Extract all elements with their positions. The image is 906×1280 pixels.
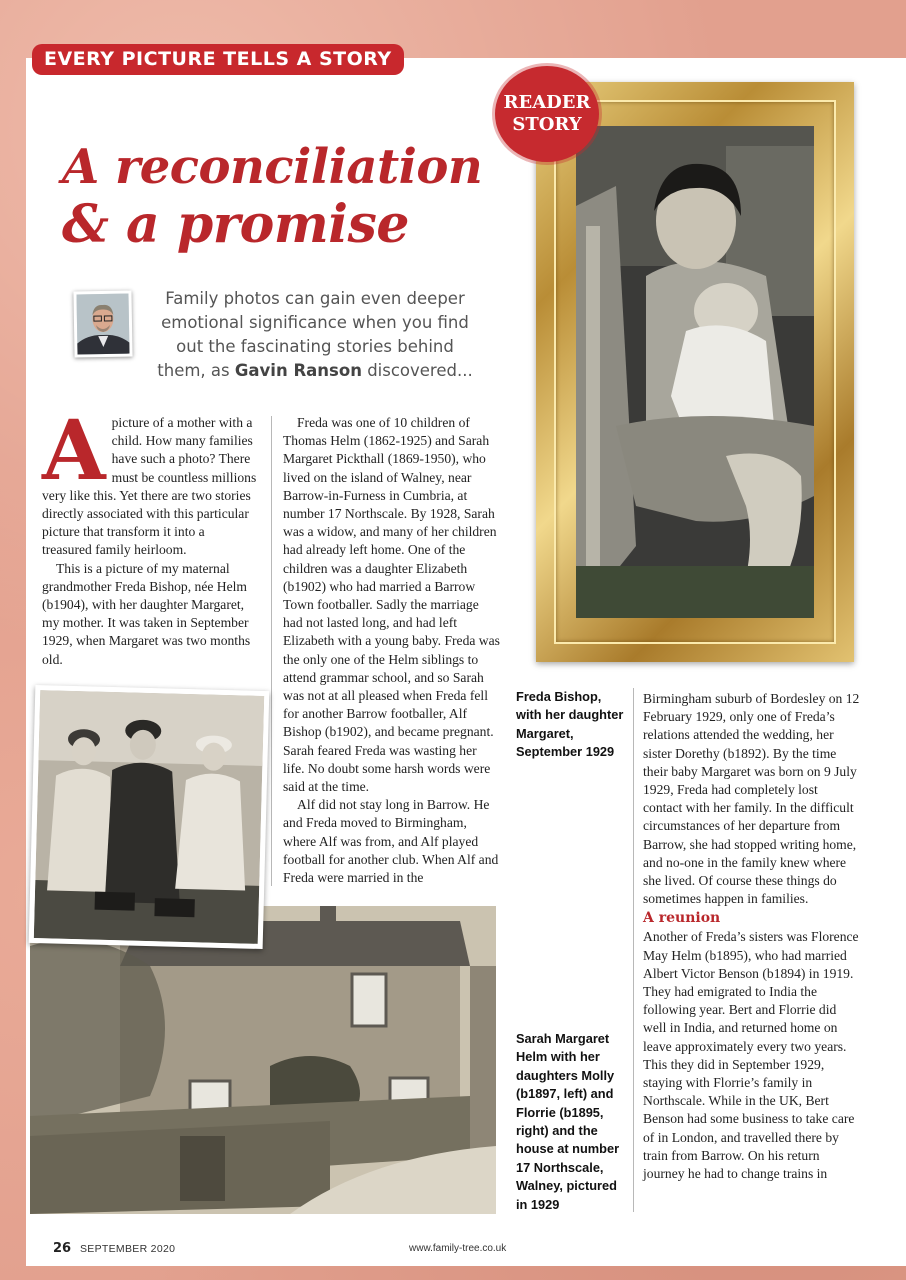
house-photo-caption: Sarah Margaret Helm with her daughters Molly (b1897, left) and Florrie (b1895, right) and the house at number 17 Northscale, Walney, pictured in 1929 bbox=[516, 1031, 620, 1212]
section-banner: EVERY PICTURE TELLS A STORY bbox=[32, 44, 404, 75]
title-line-1: A reconciliation bbox=[62, 139, 483, 195]
column-rule-1 bbox=[271, 416, 272, 886]
body-column-3 bbox=[643, 690, 860, 1183]
website-url[interactable]: www.family-tree.co.uk bbox=[409, 1243, 507, 1254]
issue-date: SEPTEMBER 2020 bbox=[80, 1243, 176, 1255]
standfirst-end: discovered... bbox=[361, 361, 473, 380]
gold-picture-frame bbox=[536, 82, 854, 662]
author-name: Gavin Ranson bbox=[234, 361, 362, 380]
paragraph-1: picture of a mother with a child. How many families have such a photo? There must be countless millions very like this. Yet there are two stories directly associated with this particular picture that transform it into a treasured family heirloom. bbox=[42, 415, 257, 558]
column-rule-2 bbox=[633, 688, 634, 1212]
house-photo-icon bbox=[30, 906, 496, 1214]
paragraph-5: Birmingham suburb of Bordesley on 12 February 1929, only one of Freda’s relations attended the wedding, her sister Dorethy (b1892). By the time their baby Margaret was born on 9 July 1929, Freda had completely lost contact with her family. In the difficult circumstances of her departure from Barrow, she had stopped writing home, and no-one in the family knew where she lived. Of course these things do sometimes happen in families. bbox=[643, 691, 860, 907]
body-column-1 bbox=[42, 403, 257, 669]
standfirst bbox=[150, 287, 480, 383]
subhead-reunion: A reunion bbox=[643, 910, 721, 927]
badge-line-2: STORY bbox=[512, 114, 582, 135]
paragraph-4: Alf did not stay long in Barrow. He and Freda moved to Birmingham, where Alf was from, and Alf played football for another club. When Alf and Freda were married in the bbox=[283, 797, 499, 886]
author-portrait-icon bbox=[73, 290, 132, 357]
three-women-photo-icon bbox=[29, 685, 270, 949]
drop-cap: A bbox=[42, 403, 106, 499]
badge-line-1: READER bbox=[503, 92, 591, 113]
standfirst-text: Family photos can gain even deeper emotional significance when you find out the fascinating stories behind them, as bbox=[157, 289, 469, 380]
page-number: 26 bbox=[53, 1241, 72, 1256]
paragraph-3: Freda was one of 10 children of Thomas Helm (1862-1925) and Sarah Margaret Pickthall (1869-1950), who lived on the island of Walney, near Barrow-in-Furness in Cumbria, at number 17 Northscale. By 1928, Sarah was a widow, and many of her children had already left home. One of the children was a daughter Elizabeth (b1902) who had married a Barrow Town footballer. Sadly the marriage had not lasted long, and had left Elizabeth with a young baby. Freda was the only one of the Helm siblings to attend grammar school, and so Sarah was not at all pleased when Freda fell for another Barrow footballer, Alf Bishop (b1902), and became pregnant. Sarah feared Freda was wasting her life. No doubt some harsh words were said at the time. bbox=[283, 415, 500, 795]
mother-child-photo-icon bbox=[576, 126, 814, 618]
main-photo-caption: Freda Bishop, with her daughter Margaret, September 1929 bbox=[516, 689, 624, 760]
body-column-2 bbox=[283, 414, 500, 887]
article-title bbox=[62, 138, 502, 254]
paragraph-2: This is a picture of my maternal grandmother Freda Bishop, née Helm (b1904), with her daughter Margaret, my mother. It was taken in September 1929, when Margaret was two months old. bbox=[42, 560, 251, 667]
title-line-2: & a promise bbox=[62, 194, 409, 255]
reader-story-badge bbox=[495, 66, 599, 162]
paragraph-6: Another of Freda’s sisters was Florence May Helm (b1895), who had married Albert Victor Benson (b1894) in 1919. They had emigrated to India the following year. Bert and Florrie did well in India, and returned home on leave approximately every two years. This they did in September 1929, staying with Florrie’s family in Northscale. While in the UK, Bert Benson had some business to take care of in London, and travelled there by train from Barrow. On his return journey he had to change trains in bbox=[643, 929, 859, 1182]
